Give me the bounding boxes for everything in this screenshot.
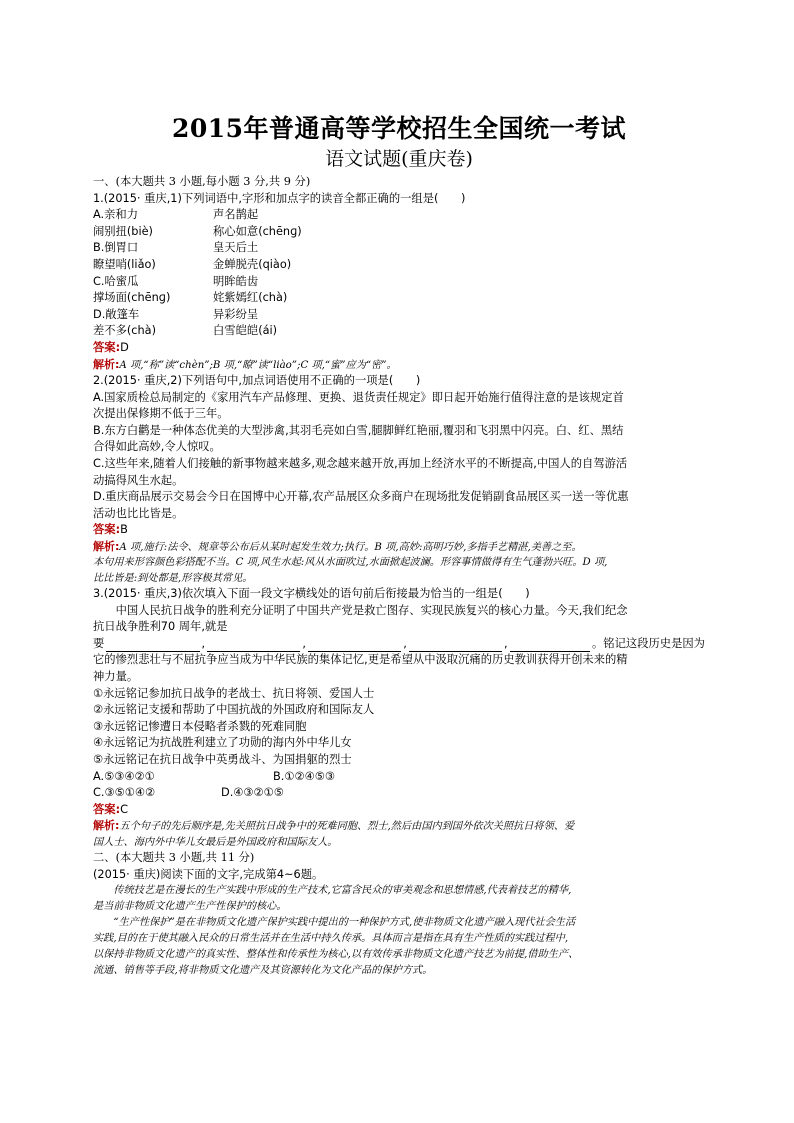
option-cell: 金蝉脱壳(qiào): [213, 257, 292, 271]
option-text: C.这些年来,随着人们接触的新事物越来越多,观念越来越开放,再加上经济水平的不断提高,中国人的自驾游活: [93, 456, 628, 470]
passage-text: “生产性保护”是在非物质文化遗产保护实践中提出的一种保护方式,使非物质文化遗产融入现代社会生活: [113, 917, 576, 929]
q1-options: [93, 207, 705, 340]
passage-text: 它的惨烈悲壮与不屈抗争应当成为中华民族的集体记忆,更是希望从中汲取沉痛的历史教训获得开创未来的精: [93, 653, 628, 667]
explanation-text: 国人士、海内外中华儿女最后是外国政府和国际友人。: [93, 836, 338, 848]
passage-text: 要: [93, 636, 105, 650]
option-row: [93, 274, 705, 291]
explanation-text: 本句用来形容颜色彩搭配不当。C 项,风生水起:风从水面吹过,水面掀起波澜。形容事情做得有生气蓬勃兴旺。D 项,: [93, 557, 608, 569]
explanation-text: 比比皆是:到处都是,形容极其常见。: [93, 572, 253, 584]
option-cell: 称心如意(chēnɡ): [213, 224, 302, 238]
option-text: A.国家质检总局制定的《家用汽车产品修理、更换、退货责任规定》即日起开始施行值得注意的是该规定首: [93, 390, 624, 404]
answer-label: 答案:: [93, 340, 121, 354]
section-heading: 二、(本大题共 3 小题,共 11 分): [93, 851, 255, 865]
option-text: B.东方白鹳是一种体态优美的大型涉禽,其羽毛亮如白雪,腿脚鲜红艳丽,覆羽和飞羽黑中闪亮。白、红、黑结: [93, 423, 624, 437]
list-item: ④永远铭记为抗战胜利建立了功勋的海内外中华儿女: [93, 736, 352, 750]
option-cell: 瞭望哨(liǎo): [93, 257, 156, 271]
explanation-text: 五个句子的先后顺序是,先关照抗日战争中的死难同胞、烈士,然后由国内到国外依次关照抗日将领、爱: [119, 821, 575, 833]
option-cell: 撑场面(chēnɡ): [93, 291, 171, 305]
option-cell: 差不多(chà): [93, 324, 156, 338]
option-text: D.重庆商品展示交易会今日在国博中心开幕,农产品展区众多商户在现场批发促销副食品展区买一送一等优惠: [93, 490, 629, 504]
passage-text: 中国人民抗日战争的胜利充分证明了中国共产党是救亡图存、实现民族复兴的核心力量。今天,我们纪念: [115, 603, 628, 617]
page-subtitle: 语文试题(重庆卷): [325, 148, 473, 170]
fill-blank-5: [510, 639, 590, 652]
answer-value: C: [120, 802, 129, 816]
fill-blank-3: [308, 639, 401, 652]
option-row: [93, 769, 705, 786]
list-item: ⑤永远铭记在抗日战争中英勇战斗、为国捐躯的烈士: [93, 753, 352, 767]
passage-text: 流通、销售等手段,将非物质文化遗产及其资源转化为文化产品的保护方式。: [93, 965, 433, 977]
option-row: [93, 240, 705, 257]
option-cell: C.③⑤①④②: [93, 786, 156, 800]
explanation-line: [93, 357, 705, 373]
option-row: [93, 290, 705, 307]
option-cell: B.①②④⑤③: [273, 769, 335, 783]
section-heading: 一、(本大题共 3 小题,每小题 3 分,共 9 分): [93, 175, 311, 188]
option-cell: B.倒胃口: [93, 241, 139, 255]
passage-text: 传统技艺是在漫长的生产实践中形成的生产技术,它富含民众的审美观念和思想情感,代表着技艺的精华,: [113, 885, 572, 897]
option-text: 动搞得风生水起。: [93, 473, 184, 487]
blank-line: 要 , , , , 。铭记这段历史是因为: [93, 636, 705, 653]
passage-text: 是当前非物质文化遗产生产性保护的核心。: [93, 901, 287, 913]
option-cell: A.亲和力: [93, 208, 139, 222]
option-row: [93, 224, 705, 241]
reading-intro: (2015· 重庆)阅读下面的文字,完成第4~6题。: [93, 867, 324, 881]
option-cell: 姹紫嫣红(chà): [213, 291, 288, 305]
answer-value: B: [120, 523, 128, 537]
exam-page: [93, 112, 705, 979]
explanation-label: 解析:: [93, 819, 120, 833]
answer-label: 答案:: [93, 802, 121, 816]
option-cell: 声名鹊起: [213, 208, 259, 222]
option-text: 活动也比比皆是。: [93, 506, 184, 520]
option-text: 合得如此高妙,令人惊叹。: [93, 440, 221, 454]
page-title: 2015年普通高等学校招生全国统一考试: [171, 114, 627, 143]
question-stem: 2.(2015· 重庆,2)下列语句中,加点词语使用不正确的一项是( ): [93, 373, 421, 387]
passage-text: 神力量。: [93, 670, 139, 684]
option-cell: C.哈蜜瓜: [93, 274, 139, 288]
option-cell: D.敞篷车: [93, 307, 140, 321]
passage-text: 抗日战争胜利70 周年,就是: [93, 620, 228, 634]
option-cell: 皇天后土: [213, 241, 259, 255]
passage-text: 实践,目的在于使其融入民众的日常生活并在生活中持久传承。具体而言是指在具有生产性质的实践过程中,: [93, 933, 569, 945]
explanation-label: 解析:: [93, 539, 120, 553]
option-cell: A.⑤③④②①: [93, 769, 155, 783]
passage-text: 。铭记这段历史是因为: [592, 636, 705, 650]
list-item: ③永远铭记惨遭日本侵略者杀戮的死难同胞: [93, 719, 307, 733]
option-cell: 白雪皑皑(ái): [213, 324, 278, 338]
option-row: [93, 257, 705, 274]
explanation-label: 解析:: [93, 357, 120, 371]
option-cell: D.④③②①⑤: [221, 786, 284, 800]
option-cell: 异彩纷呈: [213, 307, 259, 321]
passage-text: 以保持非物质文化遗产的真实性、整体性和传承性为核心,以有效传承非物质文化遗产技艺为前提,借助生产、: [93, 949, 579, 961]
answer-line: [93, 802, 705, 819]
explanation-line: [93, 818, 705, 834]
question-stem: 1.(2015· 重庆,1)下列词语中,字形和加点字的读音全都正确的一组是( ): [93, 191, 466, 205]
fill-blank-4: [409, 639, 502, 652]
answer-label: 答案:: [93, 523, 121, 537]
answer-line: [93, 340, 705, 357]
fill-blank-1: [106, 639, 199, 652]
question-stem: 3.(2015· 重庆,3)依次填入下面一段文字横线处的语句前后衔接最为恰当的一组是( ): [93, 587, 530, 601]
fill-blank-2: [207, 639, 300, 652]
list-item: ②永远铭记支援和帮助了中国抗战的外国政府和国际友人: [93, 703, 375, 717]
option-row: [93, 307, 705, 324]
answer-value: D: [120, 340, 129, 354]
option-row: [93, 785, 705, 802]
explanation-text: A 项,“称”读“chèn”;B 项,“瞭”读“liào”;C 项,“蜜”应为“密”。: [119, 359, 397, 371]
option-cell: 闹别扭(biè): [93, 224, 153, 238]
option-text: 次提出保修期不低于三年。: [93, 407, 229, 421]
option-row: [93, 207, 705, 224]
explanation-text: A 项,施行:法令、规章等公布后从某时起发生效力;执行。B 项,高妙:高明巧妙,多指手艺精湛,美善之至。: [119, 541, 582, 553]
explanation-line: [93, 539, 705, 555]
option-cell: 明眸皓齿: [213, 274, 259, 288]
answer-line: [93, 522, 705, 539]
list-item: ①永远铭记参加抗日战争的老战士、抗日将领、爱国人士: [93, 686, 375, 700]
option-row: [93, 323, 705, 340]
